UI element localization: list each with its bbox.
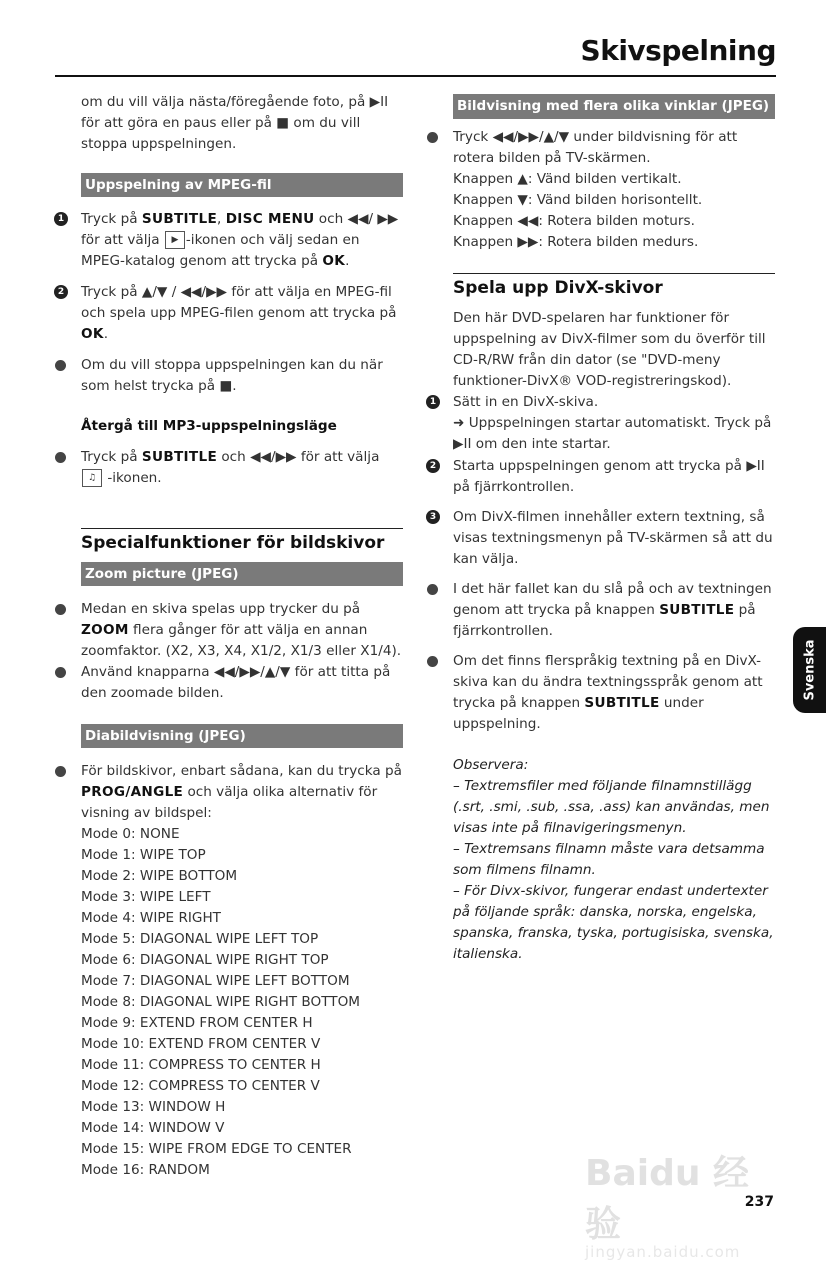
divx-step-1 [427, 392, 775, 455]
note-title: Observera: [453, 757, 529, 773]
text: under uppspelning. [453, 695, 704, 732]
prog-angle-key: PROG/ANGLE [81, 784, 184, 800]
subtitle-key: SUBTITLE [659, 602, 735, 618]
text: och ◀◀/▶▶ för att välja [217, 449, 380, 465]
text: Om det finns flerspråkig textning på en DivX-skiva kan du ändra textningsspråk genom att trycka på knappen [453, 653, 763, 711]
left-column [55, 92, 403, 1181]
right-column [427, 92, 775, 965]
notes-list [453, 776, 775, 965]
bullet [427, 584, 438, 595]
play-folder-icon: ▶ [165, 231, 185, 249]
text: Tryck på [81, 449, 142, 465]
step-number: 1 [426, 395, 440, 409]
slideshow-mode: Mode 3: WIPE LEFT [81, 889, 211, 905]
divx-step-2 [427, 456, 775, 498]
slideshow-mode: Mode 1: WIPE TOP [81, 847, 206, 863]
mpeg-stop-item [55, 355, 403, 397]
slideshow-modes-list [81, 824, 403, 1181]
slideshow-mode: Mode 12: COMPRESS TO CENTER V [81, 1078, 320, 1094]
bullet [55, 766, 66, 777]
text: på fjärrkontrollen. [453, 602, 756, 639]
watermark-logo-text: Baidu 经验 [585, 1153, 750, 1245]
slideshow-mode: Mode 4: WIPE RIGHT [81, 910, 221, 926]
slide-item [55, 761, 403, 1181]
ok-key: OK [81, 326, 104, 342]
divx-heading: Spela upp DivX-skivor [453, 273, 775, 299]
text: och välja olika alternativ för visning av bildspel: [81, 784, 378, 821]
slideshow-mode: Mode 15: WIPE FROM EDGE TO CENTER [81, 1141, 352, 1157]
bullet [55, 452, 66, 463]
text: , [217, 211, 226, 227]
text: Om du vill stoppa uppspelningen kan du när som helst trycka på ■. [81, 357, 383, 394]
text: och ◀◀/ ▶▶ för att välja [81, 211, 399, 248]
step-number: 2 [426, 459, 440, 473]
text: Tryck på [81, 211, 142, 227]
music-note-icon: ♫ [82, 469, 102, 487]
mp3-item [55, 447, 403, 489]
mpeg-step-2 [55, 282, 403, 345]
language-tab-label: Svenska [802, 639, 817, 701]
subtitle-key: SUBTITLE [141, 211, 218, 227]
bullet [55, 360, 66, 371]
slideshow-mode: Mode 8: DIAGONAL WIPE RIGHT BOTTOM [81, 994, 361, 1010]
text: I det här fallet kan du slå på och av textningen genom att trycka på knappen [453, 581, 772, 618]
angle-line: Knappen ▶▶: Rotera bilden medurs. [453, 234, 699, 250]
bullet [427, 132, 438, 143]
text: För bildskivor, enbart sådana, kan du trycka på [81, 763, 402, 779]
mpeg-section-bar: Uppspelning av MPEG-fil [81, 173, 403, 197]
slideshow-mode: Mode 2: WIPE BOTTOM [81, 868, 238, 884]
note-block [427, 755, 775, 965]
angle-line: Knappen ◀◀: Rotera bilden moturs. [453, 213, 695, 229]
page-number: 237 [744, 1194, 774, 1210]
angle-line: Tryck ◀◀/▶▶/▲/▼ under bildvisning för att rotera bilden på TV-skärmen. [453, 129, 738, 166]
angle-lines [453, 127, 775, 253]
text: Tryck på ▲/▼ / ◀◀/▶▶ för att välja en MPEG-fil och spela upp MPEG-filen genom att trycka på [81, 284, 397, 321]
slideshow-mode: Mode 7: DIAGONAL WIPE LEFT BOTTOM [81, 973, 350, 989]
note-item: – Textremsans filnamn måste vara detsamma som filmens filnamn. [453, 841, 765, 878]
slideshow-mode: Mode 9: EXTEND FROM CENTER H [81, 1015, 313, 1031]
text: Medan en skiva spelas upp trycker du på [81, 601, 361, 617]
text: -ikonen. [103, 470, 162, 486]
angle-section-bar: Bildvisning med flera olika vinklar (JPEG) [453, 94, 775, 119]
text: Starta uppspelningen genom att trycka på ▶II på fjärrkontrollen. [453, 458, 765, 495]
zoom-item-1 [55, 599, 403, 662]
zoom-item-2 [55, 662, 403, 704]
page-title: Skivspelning [580, 34, 776, 67]
special-heading: Specialfunktioner för bildskivor [81, 528, 403, 554]
note-item: – Textremsfiler med följande filnamnstillägg (.srt, .smi, .sub, .ssa, .ass) kan användas, men visas inte på filnavigeringsmenyn. [453, 778, 770, 836]
disc-menu-key: DISC MENU [225, 211, 315, 227]
step-number: 2 [54, 285, 68, 299]
divx-intro: Den här DVD-spelaren har funktioner för uppspelning av DivX-filmer som du överför till CD-R/RW från din dator (se "DVD-meny funktioner-DivX® VOD-registreringskod). [453, 310, 766, 389]
ok-key: OK [322, 253, 346, 269]
watermark-url: jingyan.baidu.com [585, 1243, 741, 1261]
text: . [345, 253, 350, 269]
step-number: 1 [54, 212, 68, 226]
step-number: 3 [426, 510, 440, 524]
angle-item [427, 127, 775, 253]
baidu-watermark [585, 1145, 775, 1261]
language-tab [793, 627, 826, 713]
slideshow-mode: Mode 10: EXTEND FROM CENTER V [81, 1036, 321, 1052]
bullet [427, 656, 438, 667]
subtitle-key: SUBTITLE [584, 695, 660, 711]
zoom-key: ZOOM [81, 622, 129, 638]
slideshow-mode: Mode 0: NONE [81, 826, 180, 842]
slideshow-mode: Mode 14: WINDOW V [81, 1120, 225, 1136]
slideshow-mode: Mode 5: DIAGONAL WIPE LEFT TOP [81, 931, 319, 947]
slideshow-mode: Mode 13: WINDOW H [81, 1099, 226, 1115]
title-rule [55, 75, 776, 77]
intro-text: om du vill välja nästa/föregående foto, på ▶II för att göra en paus eller på ■ om du vill stoppa uppspelningen. [81, 94, 389, 152]
divx-bullet-2 [427, 651, 775, 735]
angle-line: Knappen ▲: Vänd bilden vertikalt. [453, 171, 682, 187]
bullet [55, 604, 66, 615]
slideshow-mode: Mode 6: DIAGONAL WIPE RIGHT TOP [81, 952, 329, 968]
angle-line: Knappen ▼: Vänd bilden horisontellt. [453, 192, 703, 208]
slideshow-mode: Mode 11: COMPRESS TO CENTER H [81, 1057, 321, 1073]
text: flera gånger för att välja en annan zoomfaktor. (X2, X3, X4, X1/2, X1/3 eller X1/4). [81, 622, 402, 659]
text: -ikonen och välj sedan en MPEG-katalog genom att trycka på [81, 232, 360, 269]
note-item: – För Divx-skivor, fungerar endast undertexter på följande språk: danska, norska, engelska, spanska, franska, tyska, portugisiska, svenska, italienska. [453, 883, 774, 962]
zoom-section-bar: Zoom picture (JPEG) [81, 562, 403, 586]
mp3-heading: Återgå till MP3-uppspelningsläge [81, 418, 337, 434]
text: Sätt in en DivX-skiva. [453, 394, 599, 410]
slideshow-mode: Mode 16: RANDOM [81, 1162, 210, 1178]
slide-section-bar: Diabildvisning (JPEG) [81, 724, 403, 748]
bullet [55, 667, 66, 678]
mpeg-step-1 [55, 209, 403, 272]
arrow-subtext: ➜ Uppspelningen startar automatiskt. Tryck på ▶II om den inte startar. [453, 415, 772, 452]
text: . [103, 326, 109, 342]
text: Om DivX-filmen innehåller extern textning, så visas textningsmenyn på TV-skärmen så att du kan välja. [453, 509, 773, 567]
divx-bullet-1 [427, 579, 775, 642]
divx-step-3 [427, 507, 775, 570]
text: Använd knapparna ◀◀/▶▶/▲/▼ för att titta på den zoomade bilden. [81, 664, 391, 701]
subtitle-key: SUBTITLE [141, 449, 218, 465]
